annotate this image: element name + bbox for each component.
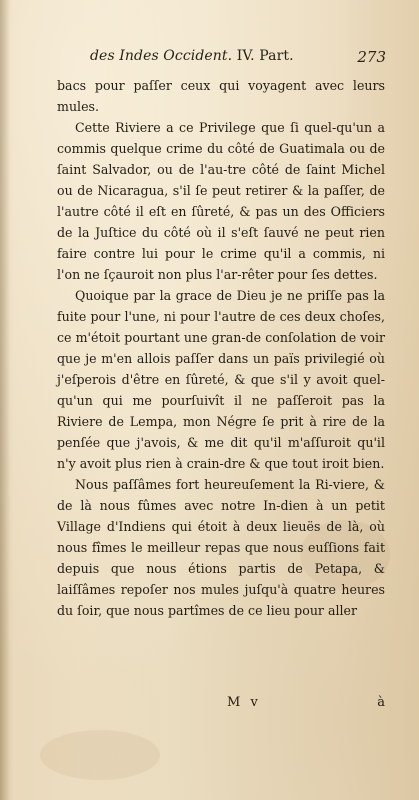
page-footer (57, 695, 385, 717)
paper-stain (40, 730, 160, 780)
paragraph-grace: Quoique par la grace de Dieu je ne priſſe pas la fuite pour l'une, ni pour l'autre de ces deux choſes, ce m'étoit pourtant une gran-de conſolation de voir que je m'en allois paſſer dans un païs privilegié où j'eſperois d'être en ſûreté, & que s'il y avoit quel-qu'un qui me pourſuivît il ne paſſeroit pas la Riviere de Lempa, mon Négre ſe prit à rire de la penſée que j'avois, & me dit qu'il m'aſſuroit qu'il n'y avoit plus rien à crain-dre & que tout iroit bien. (57, 288, 385, 471)
paragraph-riviere: Cette Riviere a ce Privilege que ſi quel-qu'un a commis quelque crime du côté de Guatimala ou de ſaint Salvador, ou de l'au-tre côté de ſaint Michel ou de Nicaragua, s'il ſe peut retirer & la paſſer, de l'autre côté il eſt en ſûreté, & pas un des Officiers de la Juſtice du côté où il s'eſt ſauvé ne peut rien faire contre lui pour le crime qu'il a commis, ni l'on ne ſçauroit non plus l'ar-rêter pour ſes dettes. (57, 120, 385, 282)
running-head (90, 48, 386, 70)
running-title (90, 48, 294, 64)
signature-mark: M v (227, 695, 261, 710)
running-title-text: des Indes Occident. (90, 48, 233, 64)
page-number: 273 (357, 48, 386, 66)
running-title-part: IV. Part. (236, 48, 294, 64)
catchword: à (377, 695, 385, 710)
body-text (57, 75, 385, 621)
gutter-shadow (0, 0, 10, 800)
paragraph-passames: Nous paſſâmes fort heureuſement la Ri-viere, & de là nous fûmes avec notre In-dien à un petit Village d'Indiens qui étoit à deux lieuës de là, où nous fîmes le meilleur repas que nous euſſions fait depuis que nous étions partis de Petapa, & laiſſâmes repoſer nos mules juſqu'à quatre heures du ſoir, que nous partîmes de ce lieu pour aller (57, 477, 385, 618)
paragraph-continuation: bacs pour paſſer ceux qui voyagent avec leurs mules. (57, 78, 385, 114)
